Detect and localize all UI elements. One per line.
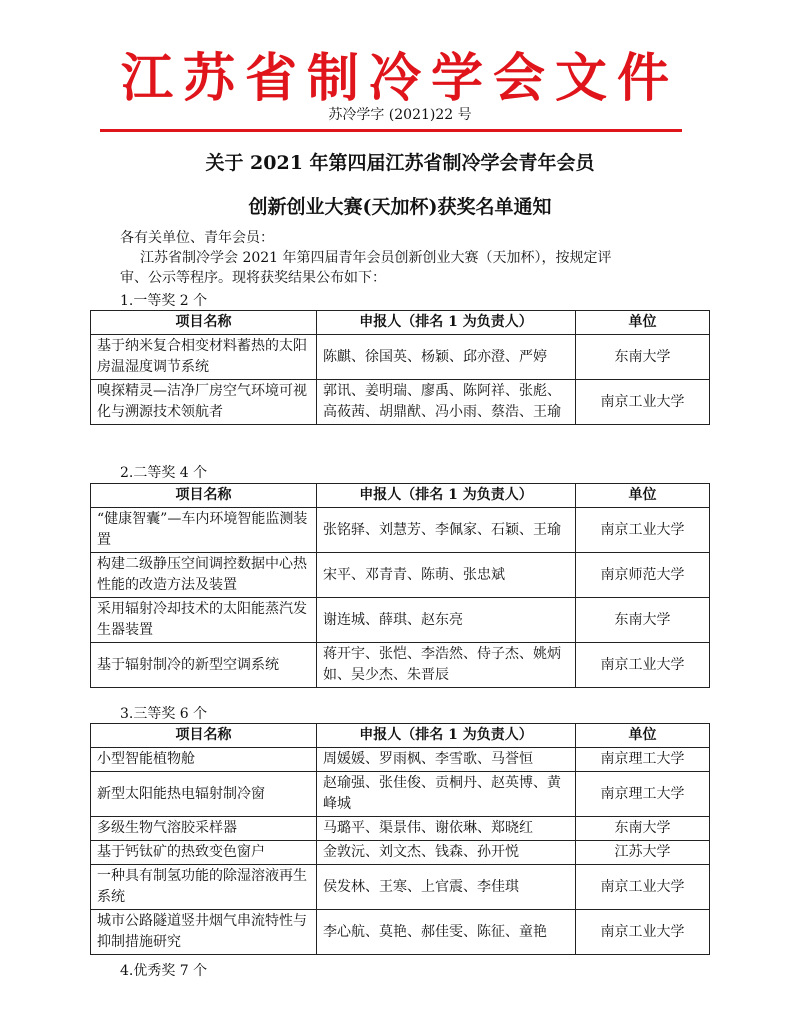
header-applicants: 申报人（排名 1 为负责人） (317, 311, 576, 335)
project-name: 小型智能植物舱 (91, 748, 317, 772)
header-project: 项目名称 (91, 484, 317, 508)
body-paragraph-1: 江苏省制冷学会 2021 年第四届青年会员创新创业大赛（天加杯），按规定评 (140, 250, 612, 266)
applicants: 郭讯、姜明瑞、廖禹、陈阿祥、张彪、高莜茜、胡鼎猷、冯小雨、蔡浩、王瑜 (317, 380, 576, 425)
table-row (91, 553, 710, 598)
body-paragraph-2: 审、公示等程序。现将获奖结果公布如下： (120, 270, 386, 286)
table-header-row (91, 484, 710, 508)
unit: 南京工业大学 (576, 865, 710, 910)
unit: 南京理工大学 (576, 748, 710, 772)
project-name: 构建二级静压空间调控数据中心热性能的改造方法及装置 (91, 553, 317, 598)
applicants: 马璐平、渠景伟、谢依琳、郑晓红 (317, 817, 576, 841)
header-applicants: 申报人（排名 1 为负责人） (317, 484, 576, 508)
third-prize-table (90, 723, 710, 955)
document-number: 苏冷学字 (2021)22 号 (328, 107, 472, 123)
section-heading-first-prize: 1.一等奖 2 个 (120, 293, 208, 309)
notice-title-line1: 关于 2021 年第四届江苏省制冷学会青年会员 (205, 152, 595, 174)
first-prize-table (90, 310, 710, 425)
table-row (91, 508, 710, 553)
red-divider (100, 129, 682, 132)
masthead-title: 江苏省制冷学会文件 (120, 48, 679, 109)
table-row (91, 335, 710, 380)
unit: 南京工业大学 (576, 910, 710, 955)
applicants: 谢连城、薛琪、赵东亮 (317, 598, 576, 643)
applicants: 侯发林、王寒、上官震、李佳琪 (317, 865, 576, 910)
table-row (91, 817, 710, 841)
applicants: 宋平、邓青青、陈萌、张忠斌 (317, 553, 576, 598)
applicants: 李心航、莫艳、郝佳雯、陈征、童艳 (317, 910, 576, 955)
table-row (91, 865, 710, 910)
project-name: 基于钙钛矿的热致变色窗户 (91, 841, 317, 865)
project-name: 采用辐射冷却技术的太阳能蒸汽发生器装置 (91, 598, 317, 643)
project-name: “健康智囊”—车内环境智能监测装置 (91, 508, 317, 553)
unit: 南京工业大学 (576, 380, 710, 425)
project-name: 基于辐射制冷的新型空调系统 (91, 643, 317, 688)
table-header-row (91, 724, 710, 748)
table-row (91, 910, 710, 955)
unit: 东南大学 (576, 335, 710, 380)
applicants: 金敦沅、刘文杰、钱森、孙开悦 (317, 841, 576, 865)
section-heading-third-prize: 3.三等奖 6 个 (120, 706, 208, 722)
table-row (91, 841, 710, 865)
project-name: 城市公路隧道竖井烟气串流特性与抑制措施研究 (91, 910, 317, 955)
notice-title-line2: 创新创业大赛(天加杯)获奖名单通知 (248, 196, 552, 218)
header-unit: 单位 (576, 311, 710, 335)
header-project: 项目名称 (91, 724, 317, 748)
table-row (91, 380, 710, 425)
table-row (91, 643, 710, 688)
applicants: 蒋开宇、张恺、李浩然、侍子杰、姚炳如、吴少杰、朱晋辰 (317, 643, 576, 688)
table-row (91, 772, 710, 817)
header-unit: 单位 (576, 484, 710, 508)
unit: 江苏大学 (576, 841, 710, 865)
applicants: 张铭驿、刘慧芳、李佩家、石颖、王瑜 (317, 508, 576, 553)
applicants: 周媛媛、罗雨枫、李雪歌、马誉恒 (317, 748, 576, 772)
table-header-row (91, 311, 710, 335)
project-name: 新型太阳能热电辐射制冷窗 (91, 772, 317, 817)
applicants: 赵瑜强、张佳俊、贡桐丹、赵英博、黄峰城 (317, 772, 576, 817)
unit: 东南大学 (576, 817, 710, 841)
applicants: 陈麒、徐国英、杨颖、邱亦澄、严婷 (317, 335, 576, 380)
project-name: 嗅探精灵—洁净厂房空气环境可视化与溯源技术领航者 (91, 380, 317, 425)
project-name: 一种具有制氢功能的除湿溶液再生系统 (91, 865, 317, 910)
table-row (91, 598, 710, 643)
project-name: 基于纳米复合相变材料蓄热的太阳房温湿度调节系统 (91, 335, 317, 380)
unit: 南京工业大学 (576, 508, 710, 553)
header-unit: 单位 (576, 724, 710, 748)
project-name: 多级生物气溶胶采样器 (91, 817, 317, 841)
header-applicants: 申报人（排名 1 为负责人） (317, 724, 576, 748)
unit: 东南大学 (576, 598, 710, 643)
unit: 南京理工大学 (576, 772, 710, 817)
section-heading-second-prize: 2.二等奖 4 个 (120, 465, 208, 481)
unit: 南京工业大学 (576, 643, 710, 688)
table-row (91, 748, 710, 772)
header-project: 项目名称 (91, 311, 317, 335)
section-heading-excellence-prize: 4.优秀奖 7 个 (120, 963, 208, 979)
unit: 南京师范大学 (576, 553, 710, 598)
second-prize-table (90, 483, 710, 688)
greeting: 各有关单位、青年会员： (120, 230, 274, 246)
